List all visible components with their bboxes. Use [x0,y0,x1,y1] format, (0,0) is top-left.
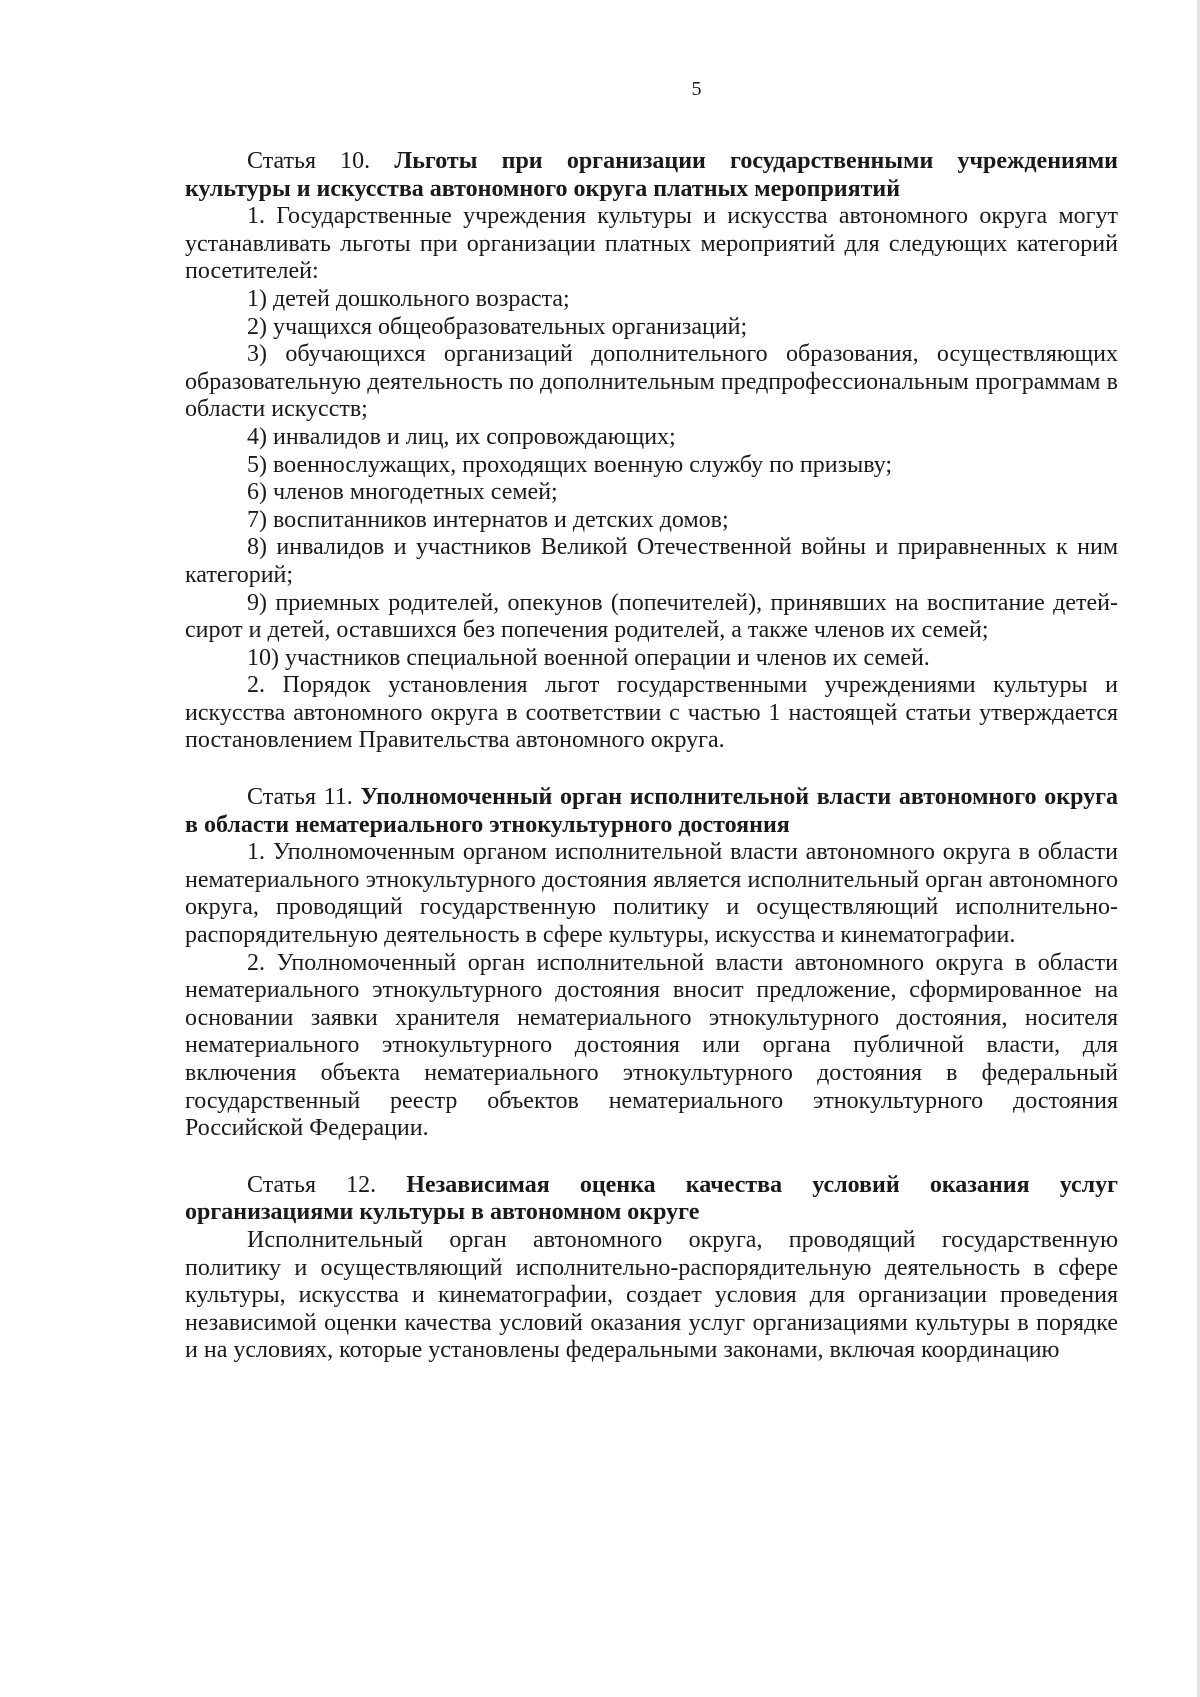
article-number-label: Статья 12. [247,1171,377,1198]
list-item: 5) военнослужащих, проходящих военную службу по призыву; [247,451,893,478]
list-item: 3) обучающихся организаций дополнительного образования, осуществляющих образовательную деятельность по дополнительным предпрофессиональным программам в области искусств; [185,341,1118,423]
article-paragraph: 2. Уполномоченный орган исполнительной власти автономного округа в области нематериального этнокультурного достояния вносит предложение, сформированное на основании заявки хранителя нематериального этнокультурного достояния, носителя нематериального этнокультурного достояния или органа публичной власти, для включения объекта нематериального этнокультурного достояния в федеральный государственный реестр объектов нематериального этнокультурного достояния Российской Федерации. [185,949,1118,1142]
article-heading [185,784,1118,839]
article-paragraph: Исполнительный орган автономного округа, проводящий государственную политику и осуществляющий исполнительно-распорядительную деятельность в сфере культуры, искусства и кинематографии, создает условия для организации проведения независимой оценки качества условий оказания услуг организациями культуры в порядке и на условиях, которые установлены федеральными законами, включая координацию [185,1226,1118,1364]
section-gap [185,755,1118,784]
article-12 [185,1172,1118,1365]
article-number-label: Статья 11. [247,784,353,811]
section-gap [185,1143,1118,1172]
list-item: 4) инвалидов и лиц, их сопровождающих; [247,423,676,450]
article-paragraph: 1. Государственные учреждения культуры и искусства автономного округа могут устанавливать льготы при организации платных мероприятий для следующих категорий посетителей: [185,203,1118,285]
list-item: 7) воспитанников интернатов и детских домов; [247,506,729,533]
list-item: 6) членов многодетных семей; [247,479,558,506]
article-title: Уполномоченный орган исполнительной власти автономного округа в области нематериального этнокультурного достояния [185,784,1119,838]
article-number-label: Статья 10. [247,148,371,174]
article-heading [185,148,1118,203]
list-item: 8) инвалидов и участников Великой Отечественной войны и приравненных к ним категорий; [185,534,1118,588]
article-paragraph: 2. Порядок установления льгот государственными учреждениями культуры и искусства автономного округа в соответствии с частью 1 настоящей статьи утверждается постановлением Правительства автономного округа. [185,672,1118,754]
article-heading [185,1172,1118,1227]
article-title: Независимая оценка качества условий оказания услуг организациями культуры в автономном округе [185,1171,1118,1226]
article-title: Льготы при организации государственными учреждениями культуры и искусства автономного округа платных мероприятий [185,148,1119,202]
list-item: 2) учащихся общеобразовательных организаций; [247,313,748,340]
list-item: 9) приемных родителей, опекунов (попечителей), принявших на воспитание детей-сирот и детей, оставшихся без попечения родителей, а также членов их семей; [185,589,1118,644]
article-10 [185,148,1118,755]
article-paragraph: 1. Уполномоченным органом исполнительной власти автономного округа в области нематериального этнокультурного достояния является исполнительный орган автономного округа, проводящий государственную политику и осуществляющий исполнительно-распорядительную деятельность в сфере культуры, искусства и кинематографии. [185,839,1118,949]
list-item: 1) детей дошкольного возраста; [247,285,570,312]
list-item: 10) участников специальной военной операции и членов их семей. [247,644,930,671]
article-11 [185,784,1118,1143]
page-number: 5 [691,78,702,100]
